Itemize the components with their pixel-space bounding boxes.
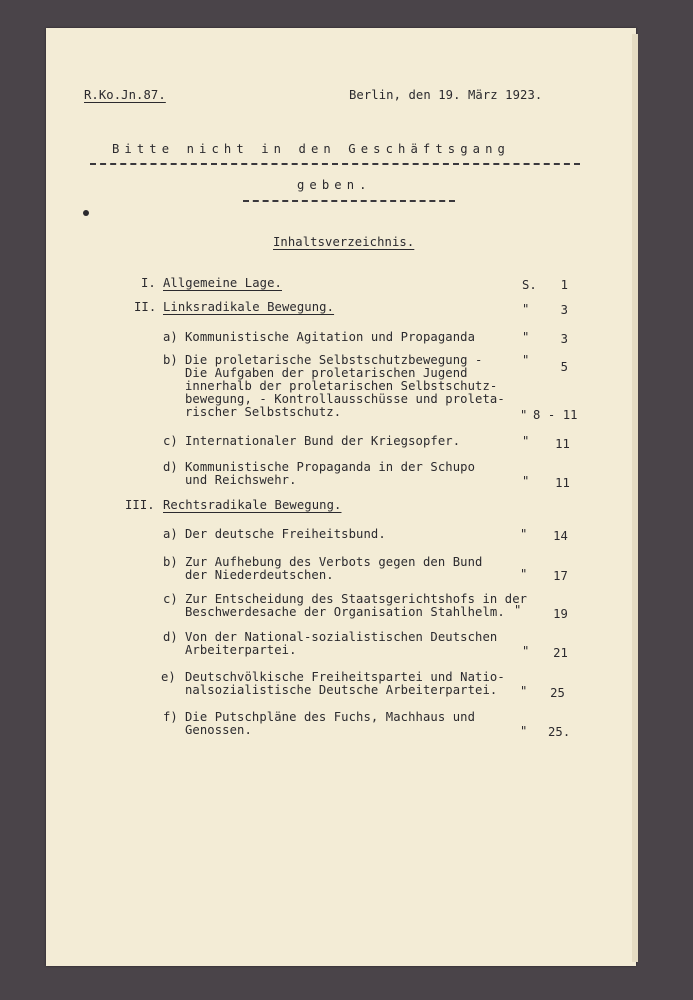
toc-entry-page: 11 <box>555 476 570 490</box>
toc-entry-text-line: rischer Selbstschutz. <box>185 405 342 419</box>
toc-entry-page: 1 <box>560 278 568 292</box>
toc-entry-text: Kommunistische Agitation und Propaganda <box>185 330 476 344</box>
page-edge <box>632 34 638 962</box>
toc-entry-mark: " <box>520 527 528 541</box>
toc-entry-text-line: Zur Entscheidung des Staatsgerichtshofs in der <box>185 592 528 606</box>
toc-entry-text-line: Die proletarische Selbstschutzbewegung - <box>185 353 483 367</box>
toc-entry-label: c) <box>163 592 178 606</box>
toc-entry-mark: S. <box>522 278 537 292</box>
toc-entry-mark: " <box>522 644 530 658</box>
toc-entry-page: 25 <box>550 686 565 700</box>
toc-entry-text-line: bewegung, - Kontrollausschüsse und proleta- <box>185 392 505 406</box>
toc-entry-text-line: Genossen. <box>185 723 252 737</box>
punch-mark <box>83 210 89 216</box>
toc-entry-mark: " <box>522 353 530 367</box>
toc-entry-mark: " <box>522 474 530 488</box>
toc-entry-text: Der deutsche Freiheitsbund. <box>185 527 386 541</box>
toc-entry-label: III. <box>125 498 155 512</box>
toc-entry-text-line: Kommunistische Propaganda in der Schupo <box>185 460 476 474</box>
toc-entry-page: 3 <box>560 303 568 317</box>
toc-entry-mark: " <box>514 603 522 617</box>
toc-entry-text: Rechtsradikale Bewegung. <box>163 498 342 512</box>
toc-entry-text: Internationaler Bund der Kriegsopfer. <box>185 434 461 448</box>
toc-entry-label: b) <box>163 353 178 367</box>
toc-entry-page: 11 <box>555 437 570 451</box>
toc-title: Inhaltsverzeichnis. <box>273 235 415 249</box>
toc-entry-label: a) <box>163 527 178 541</box>
toc-entry-text: Allgemeine Lage. <box>163 276 282 290</box>
toc-entry-text-line: Zur Aufhebung des Verbots gegen den Bund <box>185 555 483 569</box>
toc-entry-text-line: Die Aufgaben der proletarischen Jugend <box>185 366 468 380</box>
toc-entry-label: a) <box>163 330 178 344</box>
toc-entry-mark: " <box>520 567 528 581</box>
toc-entry-text-line: und Reichswehr. <box>185 473 297 487</box>
toc-entry-text: Linksradikale Bewegung. <box>163 300 335 314</box>
toc-entry-label: II. <box>134 300 157 314</box>
toc-entry-page: 5 <box>560 360 568 374</box>
toc-entry-page-range: 8 - 11 <box>533 408 578 422</box>
toc-entry-text-line: nalsozialistische Deutsche Arbeiterpartei. <box>185 683 498 697</box>
toc-entry-label: e) <box>161 670 176 684</box>
toc-entry-label: c) <box>163 434 178 448</box>
toc-entry-label: f) <box>163 710 178 724</box>
document-page <box>46 28 636 966</box>
toc-entry-text-line: Beschwerdesache der Organisation Stahlhelm. <box>185 605 505 619</box>
toc-entry-label: I. <box>141 276 156 290</box>
toc-entry-page: 25. <box>548 725 571 739</box>
place-date: Berlin, den 19. März 1923. <box>349 88 543 102</box>
reference-number: R.Ko.Jn.87. <box>84 88 166 102</box>
toc-entry-label: d) <box>163 630 178 644</box>
toc-entry-page: 3 <box>560 332 568 346</box>
toc-entry-label: d) <box>163 460 178 474</box>
toc-entry-mark: " <box>520 408 528 422</box>
toc-entry-text-line: der Niederdeutschen. <box>185 568 334 582</box>
toc-entry-text-line: Die Putschpläne des Fuchs, Machhaus und <box>185 710 476 724</box>
toc-entry-text-line: Deutschvölkische Freiheitspartei und Natio- <box>185 670 505 684</box>
toc-entry-text-line: Arbeiterpartei. <box>185 643 297 657</box>
notice-line-2: geben. <box>297 178 372 192</box>
toc-entry-label: b) <box>163 555 178 569</box>
toc-entry-page: 21 <box>553 646 568 660</box>
notice-dashed-rule-1 <box>90 163 580 165</box>
toc-entry-text-line: innerhalb der proletarischen Selbstschutz- <box>185 379 498 393</box>
toc-entry-text-line: Von der National-sozialistischen Deutschen <box>185 630 498 644</box>
toc-entry-page: 17 <box>553 569 568 583</box>
toc-entry-mark: " <box>520 724 528 738</box>
toc-entry-mark: " <box>522 330 530 344</box>
toc-entry-mark: " <box>522 302 530 316</box>
toc-entry-page: 14 <box>553 529 568 543</box>
notice-line-1: Bitte nicht in den Geschäftsgang <box>112 142 510 156</box>
notice-dashed-rule-2 <box>243 200 455 202</box>
toc-entry-mark: " <box>520 684 528 698</box>
toc-entry-mark: " <box>522 434 530 448</box>
toc-entry-page: 19 <box>553 607 568 621</box>
